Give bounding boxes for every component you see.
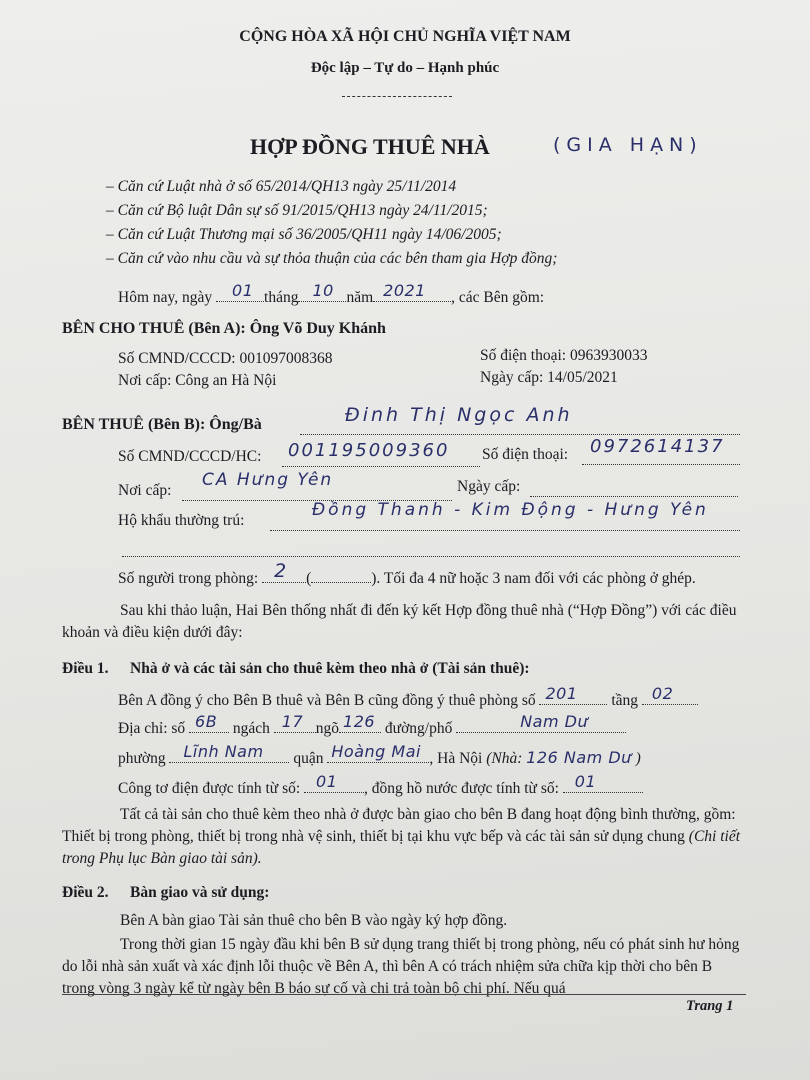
article1-assets-paragraph: Tất cả tài sản cho thuê kèm theo nhà ở được bàn giao cho bên B đang hoạt động bình thường, gồm: Thiết bị trong phòng, thiết bị trong nhà vệ sinh, thiết bị tại khu vực bếp và các tài sản sử dụng chung (Chi tiết trong Phụ lục Bàn giao tài sản). (62, 806, 741, 867)
title-handwritten-note: (GIA HẠN) (553, 134, 703, 156)
article2-paragraph-2: Trong thời gian 15 ngày đầu khi bên B sử dụng trang thiết bị trong phòng, nếu có phát sinh hư hỏng do lỗi nhà sản xuất và xác định lỗi thuộc về Bên A, thì bên A có trách nhiệm sửa chữa kịp thời cho bên B trong vòng 3 ngày kể từ ngày bên B báo sự cố và chi trả toàn bộ chi phí. Nếu quá (62, 936, 740, 997)
party-b-issue-date-label: Ngày cấp: (457, 478, 521, 495)
legal-basis-4: – Căn cứ vào nhu cầu và sự thỏa thuận của các bên tham gia Hợp đồng; (106, 250, 558, 267)
occupants-line: Số người trong phòng: 2 ( ). Tối đa 4 nữ hoặc 3 nam đối với các phòng ở ghép. (118, 560, 696, 587)
party-b-issuer-value: CA Hưng Yên (202, 470, 334, 490)
article1-title: Nhà ở và các tài sản cho thuê kèm theo nhà ở (Tài sản thuê): (130, 660, 530, 677)
date-line: Hôm nay, ngày 01 tháng 10 năm 2021 , các Bên gồm: (118, 281, 545, 306)
date-year: 2021 (383, 281, 426, 300)
street-name: Nam Dư (520, 712, 589, 731)
occupants-value: 2 (274, 560, 287, 582)
address-number: 6B (195, 712, 218, 731)
party-b-phone-value: 0972614137 (590, 436, 725, 457)
district-name: Hoàng Mai (331, 742, 421, 761)
party-a-issue-date: Ngày cấp: 14/05/2021 (480, 369, 618, 386)
header-separator (342, 96, 452, 97)
assets-note: (Chi tiết trong Phụ lục Bàn giao tài sản). (62, 828, 741, 867)
article1-meter-line: Công tơ điện được tính từ số: 01 , đồng hồ nước được tính từ số: 01 (118, 778, 643, 798)
intro-paragraph: Sau khi thảo luận, Hai Bên thống nhất đi đến ký kết Hợp đồng thuê nhà (“Hợp Đồng”) với các điều khoản và điều kiện dưới đây: (62, 602, 737, 641)
party-b-residence-label: Hộ khẩu thường trú: (118, 512, 245, 529)
room-number: 201 (545, 684, 578, 703)
article1-ward-line: phường Lĩnh Nam quận Hoàng Mai , Hà Nội (Nhà: 126 Nam Dư ) (118, 742, 641, 767)
page-number: Trang 1 (686, 998, 734, 1014)
party-b-id-value: 001195009360 (288, 440, 450, 461)
party-b-issuer-label: Nơi cấp: (118, 482, 172, 499)
date-day: 01 (232, 281, 254, 300)
party-b-issue-date-line (530, 482, 738, 497)
article1-label: Điều 1. (62, 660, 109, 677)
alley-number: 126 (343, 712, 376, 731)
article1-address-line: Địa chỉ: số 6B ngách 17 ngõ 126 đường/phố Nam Dư (118, 718, 626, 738)
party-b-id-label: Số CMND/CCCD/HC: (118, 448, 262, 465)
house-address: 126 Nam Dư (526, 748, 632, 767)
article2-label: Điều 2. (62, 884, 109, 901)
motto: Độc lập – Tự do – Hạnh phúc (310, 60, 500, 76)
legal-basis-1: – Căn cứ Luật nhà ở số 65/2014/QH13 ngày 25/11/2014 (106, 178, 457, 195)
party-a-id: Số CMND/CCCD: 001097008368 (118, 350, 333, 367)
date-month: 10 (312, 281, 334, 300)
ward-name: Lĩnh Nam (183, 742, 264, 761)
article1-room-line: Bên A đồng ý cho Bên B thuê và Bên B cũng đồng ý thuê phòng số 201 tầng 02 (118, 690, 698, 710)
party-b-residence-line-2 (122, 542, 740, 557)
country-header: CỘNG HÒA XÃ HỘI CHỦ NGHĨA VIỆT NAM (239, 28, 571, 45)
floor-number: 02 (651, 684, 674, 703)
article2-paragraph-1: Bên A bàn giao Tài sản thuê cho bên B vào ngày ký hợp đồng. (120, 912, 508, 929)
legal-basis-3: – Căn cứ Luật Thương mại số 36/2005/QH11 ngày 14/06/2005; (106, 226, 502, 243)
party-a-heading: BÊN CHO THUÊ (Bên A): Ông Võ Duy Khánh (62, 320, 386, 337)
legal-basis-2: – Căn cứ Bộ luật Dân sự số 91/2015/QH13 ngày 24/11/2015; (106, 202, 488, 219)
party-b-phone-label: Số điện thoại: (482, 446, 569, 463)
party-a-phone: Số điện thoại: 0963930033 (480, 347, 648, 364)
party-b-heading: BÊN THUÊ (Bên B): Ông/Bà (62, 416, 262, 433)
article2-title: Bàn giao và sử dụng: (130, 884, 270, 901)
lane-number: 17 (281, 712, 304, 731)
electric-meter: 01 (316, 772, 338, 791)
contract-title: HỢP ĐỒNG THUÊ NHÀ (250, 134, 490, 159)
party-b-residence-value: Đồng Thanh - Kim Động - Hưng Yên (312, 500, 709, 520)
footer-rule (62, 994, 746, 995)
party-a-issuer: Nơi cấp: Công an Hà Nội (118, 372, 277, 389)
party-b-name: Đinh Thị Ngọc Anh (345, 404, 573, 426)
water-meter: 01 (574, 772, 597, 791)
